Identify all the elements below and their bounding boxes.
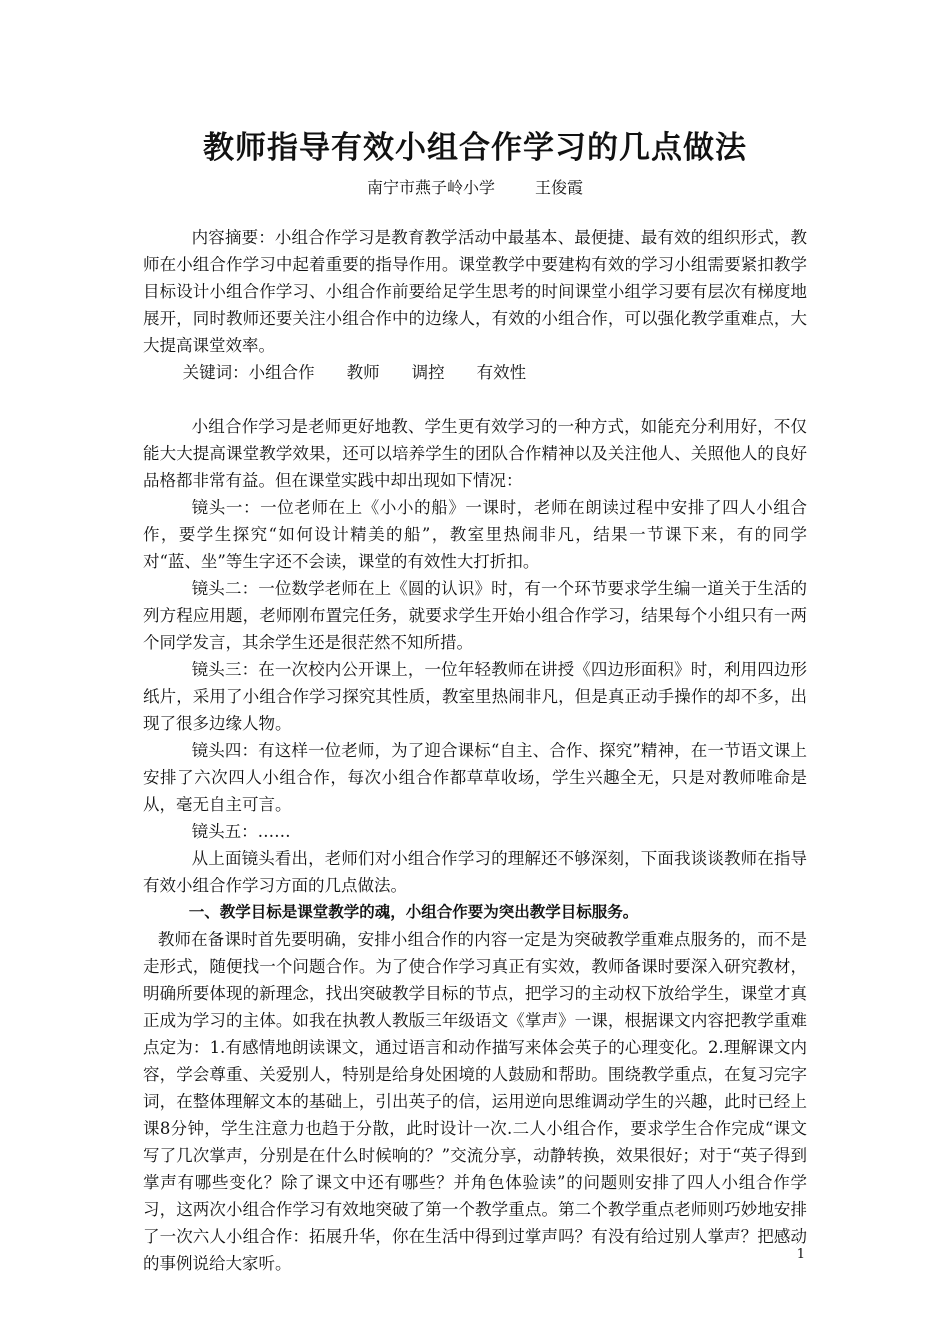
intro-paragraph: 小组合作学习是老师更好地教、学生更有效学习的一种方式，如能充分利用好，不仅能大大提高课堂教学效果，还可以培养学生的团队合作精神以及关注他人、关照他人的良好品格都非常有益。但在课堂实践中却出现如下情况： [143,417,807,490]
transition-paragraph: 从上面镜头看出，老师们对小组合作学习的理解还不够深刻，下面我谈谈教师在指导有效小组合作学习方面的几点做法。 [143,849,807,895]
keyword-item: 小组合作 [248,363,315,382]
document-title: 教师指导有效小组合作学习的几点做法 [203,130,747,166]
scene-three-paragraph: 镜头三：在一次校内公开课上，一位年轻教师在讲授《四边形面积》时，利用四边形纸片，采用了小组合作学习探究其性质，教室里热闹非凡，但是真正动手操作的却不多，出现了很多边缘人物。 [143,660,807,733]
byline [0,176,950,200]
keyword-item: 调控 [411,363,445,382]
section-heading: 一、教学目标是课堂教学的魂，小组合作要为突出教学目标服务。 [188,903,639,921]
byline-author: 王俊霞 [535,178,584,197]
scene-two-paragraph: 镜头二：一位数学老师在上《圆的认识》时，有一个环节要求学生编一道关于生活的列方程应用题，老师刚布置完任务，就要求学生开始小组合作学习，结果每个小组只有一两个同学发言，其余学生还是很茫然不知所措。 [143,579,807,652]
byline-school: 南宁市燕子岭小学 [366,178,495,197]
keyword-item: 教师 [346,363,380,382]
scene-five-paragraph: 镜头五：…… [191,822,291,841]
scene-four-paragraph: 镜头四：有这样一位老师，为了迎合课标“自主、合作、探究”精神，在一节语文课上安排了六次四人小组合作，每次小组合作都草草收场，学生兴趣全无，只是对教师唯命是从，毫无自主可言。 [143,741,807,814]
keyword-item: 有效性 [476,363,527,382]
document-body [143,224,807,1277]
keywords-label: 关键词： [182,363,249,382]
keywords-line [143,359,807,386]
section-one-paragraph: 教师在备课时首先要明确，安排小组合作的内容一定是为突破教学重难点服务的，而不是走形式，随便找一个问题合作。为了使合作学习真正有实效，教师备课时要深入研究教材，明确所要体现的新理念，找出突破教学目标的节点，把学习的主动权下放给学生，课堂才真正成为学习的主体。如我在执教人教版三年级语文《掌声》一课，根据课文内容把教学重难点定为：1.有感情地朗读课文，通过语言和动作描写来体会英子的心理变化。2.理解课文内容，学会尊重、关爱别人，特别是给身处困境的人鼓励和帮助。围绕教学重点，在复习完字词，在整体理解文本的基础上，引出英子的信，运用逆向思维调动学生的兴趣，此时已经上课8分钟，学生注意力也趋于分散，此时设计一次.二人小组合作，要求学生合作完成“课文写了几次掌声，分别是在什么时候响的？”交流分享，动静转换，效果很好；对于“英子得到掌声有哪些变化？除了课文中还有哪些？并角色体验读”的问题则安排了四人小组合作学习，这两次小组合作学习有效地突破了第一个教学重点。第二个教学重点老师则巧妙地安排了一次六人小组合作：拓展升华，你在生活中得到过掌声吗？有没有给过别人掌声？把感动的事例说给大家听。 [143,930,807,1273]
abstract-paragraph: 内容摘要：小组合作学习是教育教学活动中最基本、最便捷、最有效的组织形式，教师在小组合作学习中起着重要的指导作用。课堂教学中要建构有效的学习小组需要紧扣教学目标设计小组合作学习、小组合作前要给足学生思考的时间课堂小组学习要有层次有梯度地展开，同时教师还要关注小组合作中的边缘人，有效的小组合作，可以强化教学重难点，大大提高课堂效率。 [143,228,807,355]
blank-line [143,386,807,413]
scene-one-paragraph: 镜头一：一位老师在上《小小的船》一课时，老师在朗读过程中安排了四人小组合作，要学生探究“如何设计精美的船”，教室里热闹非凡，结果一节课下来，有的同学对“蓝、坐”等生字还不会读，课堂的有效性大打折扣。 [143,498,807,571]
page-number: 1 [796,1247,805,1262]
